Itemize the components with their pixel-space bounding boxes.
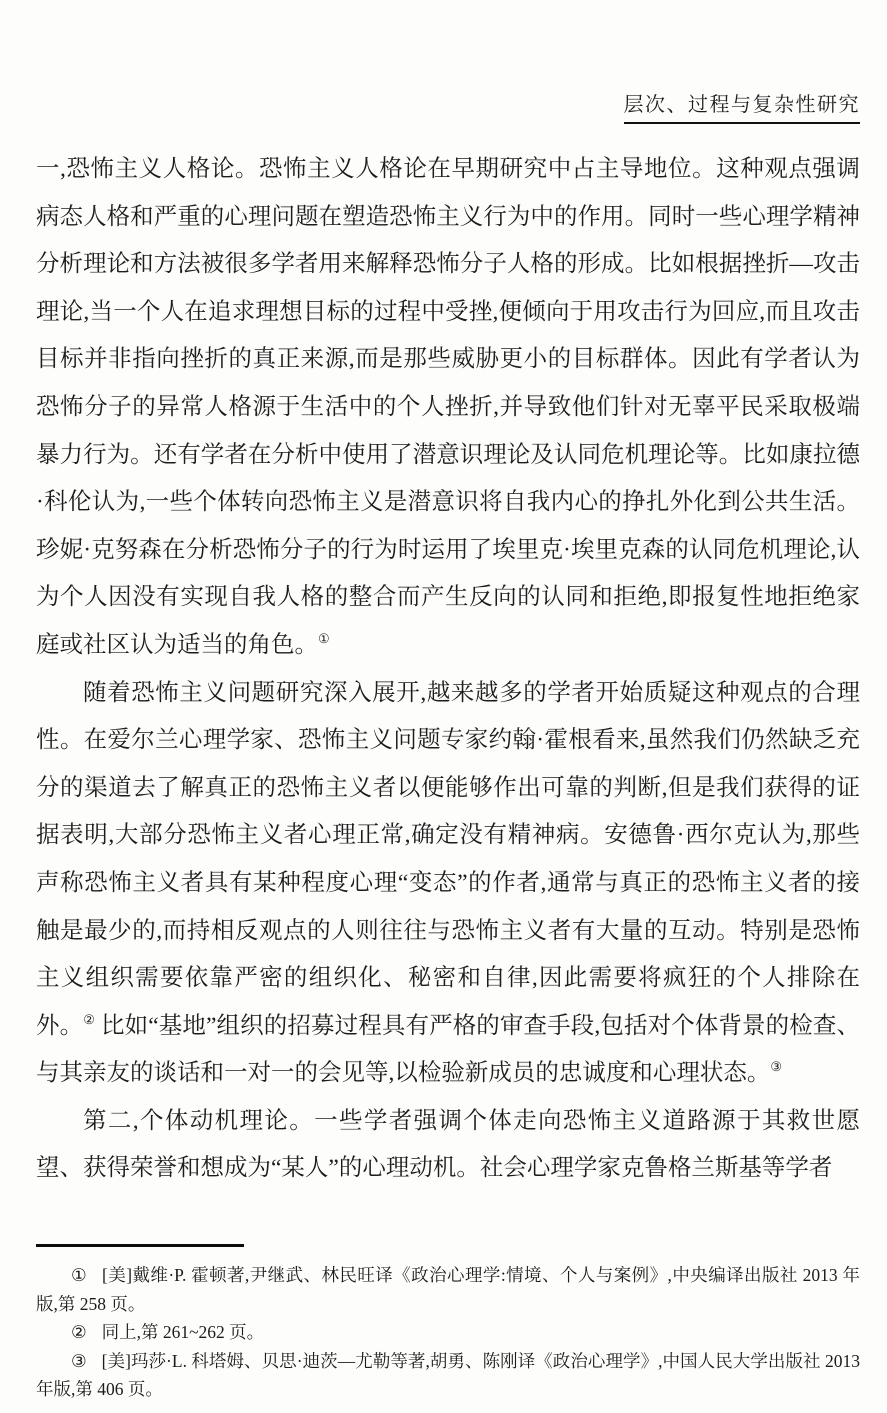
footnote-2-marker: ② xyxy=(71,1322,87,1342)
body-text xyxy=(36,146,860,1193)
footnote-1-marker: ① xyxy=(71,1265,88,1285)
footnote-2 xyxy=(36,1318,860,1347)
footnote-ref-3: ③ xyxy=(770,1059,783,1075)
running-header xyxy=(36,88,860,124)
footnote-1-text: [美]戴维·P. 霍顿著,尹继武、林民旺译《政治心理学:情境、个人与案例》,中央编译出版社 2013 年版,第 258 页。 xyxy=(36,1265,860,1314)
running-header-title: 层次、过程与复杂性研究 xyxy=(624,88,861,124)
footnote-1 xyxy=(36,1261,860,1318)
footnote-2-text: 同上,第 261~262 页。 xyxy=(101,1322,265,1342)
footnote-3-marker: ③ xyxy=(71,1350,87,1371)
paragraph-questioning-viewpoint xyxy=(36,670,860,1098)
paragraph-text: 随着恐怖主义问题研究深入展开,越来越多的学者开始质疑这种观点的合理性。在爱尔兰心理学家、恐怖主义问题专家约翰·霍根看来,虽然我们仍然缺乏充分的渠道去了解真正的恐怖主义者以便能够作出可靠的判断,但是我们获得的证据表明,大部分恐怖主义者心理正常,确定没有精神病。安德鲁·西尔克认为,那些声称恐怖主义者具有某种程度心理“变态”的作者,通常与真正的恐怖主义者的接触是最少的,而持相反观点的人则往往与恐怖主义者有大量的互动。特别是恐怖主义组织需要依靠严密的组织化、秘密和自律,因此需要将疯狂的个人排除在外。 xyxy=(36,679,860,1039)
footnote-ref-2: ② xyxy=(83,1011,96,1027)
footnote-ref-1: ① xyxy=(318,630,330,646)
paragraph-individual-motivation-theory xyxy=(36,1098,860,1193)
footnote-3-text: [美]玛莎·L. 科塔姆、贝思·迪茨—尤勒等著,胡勇、陈刚译《政治心理学》,中国人民大学出版社 2013 年版,第 406 页。 xyxy=(36,1350,860,1399)
footnote-3 xyxy=(36,1347,860,1404)
paragraph-text: 一,恐怖主义人格论。恐怖主义人格论在早期研究中占主导地位。这种观点强调病态人格和严重的心理问题在塑造恐怖主义行为中的作用。同时一些心理学精神分析理论和方法被很多学者用来解释恐怖分子人格的形成。比如根据挫折—攻击理论,当一个人在追求理想目标的过程中受挫,便倾向于用攻击行为回应,而且攻击目标并非指向挫折的真正来源,而是那些威胁更小的目标群体。因此有学者认为恐怖分子的异常人格源于生活中的个人挫折,并导致他们针对无辜平民采取极端暴力行为。还有学者在分析中使用了潜意识理论及认同危机理论等。比如康拉德·科伦认为,一些个体转向恐怖主义是潜意识将自我内心的挣扎外化到公共生活。珍妮·克努森在分析恐怖分子的行为时运用了埃里克·埃里克森的认同危机理论,认为个人因没有实现自我人格的整合而产生反向的认同和拒绝,即报复性地拒绝家庭或社区认为适当的角色。 xyxy=(36,156,860,658)
paragraph-text: 比如“基地”组织的招募过程具有严格的审查手段,包括对个体背景的检查、与其亲友的谈话和一对一的会见等,以检验新成员的忠诚度和心理状态。 xyxy=(36,1012,861,1087)
footnote-area xyxy=(36,1244,860,1404)
paragraph-text: 第二,个体动机理论。一些学者强调个体走向恐怖主义道路源于其救世愿望、获得荣誉和想成为“某人”的心理动机。社会心理学家克鲁格兰斯基等学者 xyxy=(36,1107,860,1182)
footnote-separator-rule xyxy=(36,1244,244,1247)
paragraph-terrorist-personality-theory xyxy=(36,146,860,670)
